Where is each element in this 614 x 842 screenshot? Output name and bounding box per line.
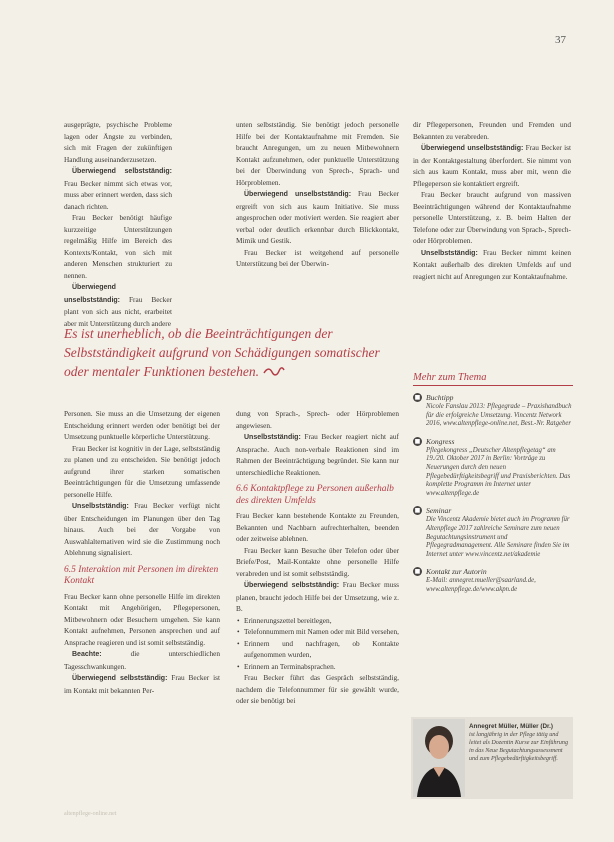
rating-label: Überwiegend unselbstständig: xyxy=(64,284,121,304)
paragraph xyxy=(64,648,220,672)
text-column-3 xyxy=(413,119,571,282)
sidebar-item-heading: Kontakt zur Autorin xyxy=(426,567,487,577)
paragraph-text: Frau Becker ist im Kontakt mit bekannten Per- xyxy=(64,673,220,695)
sidebar-item-congress xyxy=(413,437,573,499)
sidebar-title: Mehr zum Thema xyxy=(413,372,573,386)
author-bio: ist langjährig in der Pflege tätig und leitet als Dozentin Kurse zur Einführung in das Neue Begutachtungsassessment und zum Pflegebedürftigkeitsbegriff. xyxy=(469,732,569,762)
pull-quote xyxy=(64,324,404,382)
list-item: • Telefonnummern mit Namen oder mit Bild versehen, xyxy=(244,626,399,638)
paragraph: ausgeprägte, psychische Probleme lagen oder Ängste zu verbinden, sich mit Fragen der zukünftigen Handlung auseinanderzusetzen. xyxy=(64,120,172,164)
contact-icon: ■ xyxy=(414,568,421,576)
page-number: 37 xyxy=(555,34,566,46)
paragraph xyxy=(236,431,399,478)
paragraph: Frau Becker ist weitgehend auf personelle Unterstützung bei der Überwin- xyxy=(236,247,399,268)
paragraph xyxy=(236,579,399,615)
paragraph: Frau Becker braucht aufgrund von massiven Beeinträchtigungen während der Kontaktaufnahme personelle Unterstützung, z. B. beim Halten der Telefone oder zur Überwindung von Sprach-, Sprech- oder Hörproblemen. xyxy=(413,190,571,245)
text-column-2 xyxy=(236,119,399,270)
paragraph: Frau Becker kann Besuche über Telefon oder über Briefe/Post, Mail-Kontakte ohne personelle Hilfe verabreden und ist somit selbstständig. xyxy=(236,545,399,578)
paragraph: dir Pflegepersonen, Freunden und Fremden und Bekannten zu verabreden. xyxy=(413,120,571,141)
rating-label: Überwiegend selbstständig: xyxy=(72,675,168,682)
section-heading: 6.5 Interaktion mit Personen im direkten Kontakt xyxy=(64,564,219,586)
paragraph: Frau Becker benötigt häufige kurzzeitige Unterstützungen regelmäßig Hilfe im Bereich des Kontexts/Kontakt, von sich mit anderen Menschen strukturiert zu nennen. xyxy=(64,213,172,280)
pull-quote-text: Es ist unerheblich, ob die Beeinträchtigungen der Selbstständigkeit aufgrund von Schädigungen somatischer oder mentaler Funktionen bestehen. xyxy=(64,326,380,379)
text-column-5 xyxy=(236,408,399,707)
sidebar-item-body: Nicole Fanslau 2013: Pflegegrade – Praxishandbuch für die erfolgreiche Umsetzung. Vincentz Network 2016, www.altenpflege-online.net, Best.-Nr. Ratgeber xyxy=(426,403,572,428)
paragraph: Personen. Sie muss an die Umsetzung der eigenen Entscheidung erinnert werden oder benötigt bei der Umsetzung punktuelle körperliche Unterstützung. xyxy=(64,409,220,441)
section-heading: 6.6 Kontaktpflege zu Personen außerhalb des direkten Umfelds xyxy=(236,484,394,506)
paragraph: Frau Becker führt das Gespräch selbstständig, nachdem die Telefonnummer für sie gewählt wurde, oder sie benötigt bei xyxy=(236,673,399,705)
list-item: • Erinnern an Terminabsprachen. xyxy=(244,661,399,673)
paragraph xyxy=(64,165,172,212)
paragraph-text: Frau Becker ist in der Kontaktgestaltung überfordert. Sie nimmt von sich aus kaum Kontakt, muss aber mit, wenn die Pflegeperson sie kontaktiert ergreift. xyxy=(413,143,571,188)
paragraph xyxy=(64,672,220,696)
paragraph xyxy=(64,500,220,559)
sidebar-item-book xyxy=(413,393,573,429)
paragraph-text: Frau Becker nimmt keinen Kontakt außerhalb des direkten Umfelds auf und reagiert nicht auf Anregungen zur Kontaktaufnahme. xyxy=(413,247,572,281)
rating-label: Unselbstständig: xyxy=(244,434,301,441)
sidebar-item-heading: Seminar xyxy=(426,506,452,516)
swirl-ornament-icon xyxy=(263,363,285,382)
paragraph xyxy=(64,281,172,329)
list-item: • Erinnern und nachfragen, ob Kontakte aufgenommen wurden, xyxy=(244,638,399,661)
text-column-4 xyxy=(64,408,220,696)
paragraph: Frau Becker ist kognitiv in der Lage, selbstständig zu planen und zu entscheiden. Sie benötigt jedoch aufgrund ihrer starken somatischen Beeinträchtigungen für die Umsetzung umfassende personelle Hilfe. xyxy=(64,443,220,499)
author-name: Annegret Müller, Müller (Dr.) xyxy=(469,723,553,730)
rating-label: Überwiegend unselbstständig: xyxy=(421,145,524,152)
paragraph: dung von Sprach-, Sprech- oder Hörproblemen angewiesen. xyxy=(236,409,399,430)
list-item: • Erinnerungszettel bereitlegen, xyxy=(244,615,399,627)
congress-icon: ■ xyxy=(414,437,421,445)
rating-label: Unselbstständig: xyxy=(72,503,129,510)
seminar-icon: ■ xyxy=(414,507,421,515)
rating-label: Unselbstständig: xyxy=(421,249,478,257)
author-photo xyxy=(413,719,465,797)
paragraph: Frau Becker kann ohne personelle Hilfe im direkten Kontakt mit Angehörigen, Pflegepersonen, Mitbewohnern oder Besuchern umgehen. Sie kann Kontakt aufnehmen, Personen ansprechen und auf Ansprache reagieren und ist somit selbstständig. xyxy=(64,591,220,647)
paragraph xyxy=(413,247,571,283)
note-label: Beachte: xyxy=(72,651,102,658)
sidebar-item-body: Pflegekongress „Deutscher Altenpflegetag“ am 19./20. Oktober 2017 in Berlin: Vorträge zu Neuerungen durch den neuen Pflegebedürftigkeitsbegriff und Praxisberichten. Das komplette Programm im Internet unter www.altenpflege.de xyxy=(426,446,571,497)
more-on-topic-box xyxy=(413,372,573,603)
bullet-list xyxy=(236,615,399,673)
sidebar-item-body: E-Mail: annegret.mueller@saarland.de, www.altenpflege.de/www.akpn.de xyxy=(426,577,536,593)
paragraph-text: Frau Becker reagiert nicht auf Ansprache. Auch non-verbale Reaktionen sind im Rahmen der Beeinträchtigung begründet. Sie kann nur unterschiedliche Reaktionen. xyxy=(236,432,399,477)
rating-label: Überwiegend selbstständig: xyxy=(72,168,172,175)
sidebar-item-heading: Kongress xyxy=(426,436,455,446)
sidebar-item-contact xyxy=(413,567,573,594)
rating-label: Überwiegend unselbstständig: xyxy=(244,191,352,198)
paragraph xyxy=(413,142,571,189)
paragraph: Frau Becker kann bestehende Kontakte zu Freunden, Bekannten und Nachbarn aufrechterhalten, beenden oder zeitweise ablehnen. xyxy=(236,511,399,543)
paragraph xyxy=(236,188,399,247)
paragraph-text: Frau Becker verfügt nicht über Entscheidungen im Planungen über den Tag hinaus. Auch bei der Vorgabe von Auswahlalternativen wird sie die Zustimmung noch Ablehnung signalisiert. xyxy=(64,501,220,557)
paragraph-text: Frau Becker plant von sich aus nicht, erarbeitet aber mit Unterstützung durch andere xyxy=(64,294,172,328)
sidebar-item-body: Die Vincentz Akademie bietet auch im Programm für Altenpflege 2017 zahlreiche Seminare zum neuen Begutachtungsinstrument und Pflegegradmanagement. Alle Seminare finden Sie im Internet unter www.vincentz.net/akademie xyxy=(426,516,570,558)
book-icon: ■ xyxy=(414,394,421,401)
sidebar-item-seminar xyxy=(413,506,573,559)
paragraph: unten selbstständig. Sie benötigt jedoch personelle Hilfe bei der Kontaktaufnahme mit Fremden. Sie braucht Anregungen, um zu neuen Mitbewohnern Kontakt aufzunehmen, oder punktuelle Unterstützung bei der Überwindung von Sprech-, Sprach- und Hörproblemen. xyxy=(236,120,399,187)
paragraph-text: Frau Becker muss planen, braucht jedoch Hilfe bei der Umsetzung, wie z. B. xyxy=(236,580,399,613)
page-footer: altenpflege-online.net xyxy=(64,811,117,817)
paragraph-text: Frau Becker ergreift von sich aus kaum Initiative. Sie muss angesprochen oder motiviert werden. Sie reagiert aber verbal oder deutlich erkennbar durch Blickkontakt, Mimik und Gestik. xyxy=(236,189,399,245)
text-column-1 xyxy=(64,119,172,329)
author-box xyxy=(411,717,573,799)
sidebar-item-heading: Buchtipp xyxy=(426,393,454,402)
rating-label: Überwiegend selbstständig: xyxy=(244,582,340,589)
paragraph-text: die unterschiedlichen Tagesschwankungen. xyxy=(64,649,221,671)
paragraph-text: Frau Becker nimmt sich etwas vor, muss aber erinnert werden, dass sich danach richten. xyxy=(64,178,172,211)
